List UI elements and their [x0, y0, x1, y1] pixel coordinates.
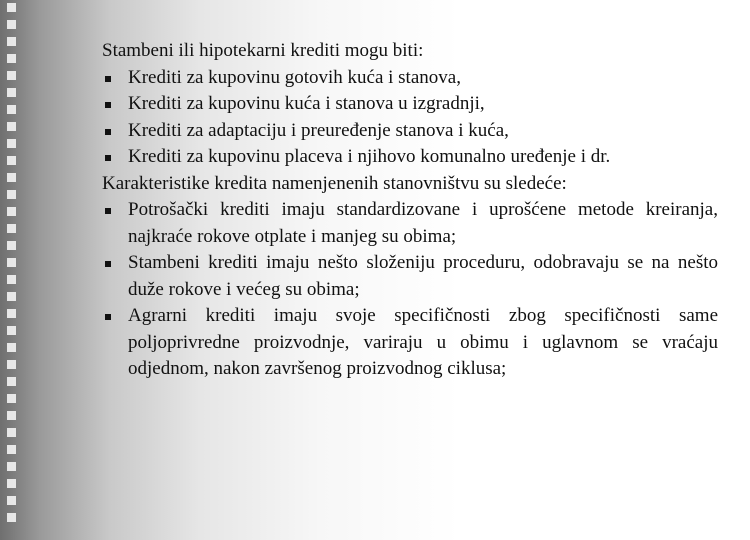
decorative-square — [7, 173, 16, 182]
decorative-square — [7, 105, 16, 114]
decorative-square — [7, 275, 16, 284]
square-bullet-icon — [105, 261, 111, 267]
decorative-square — [7, 445, 16, 454]
decorative-square — [7, 122, 16, 131]
square-bullet-icon — [105, 76, 111, 82]
decorative-square — [7, 156, 16, 165]
decorative-square — [7, 428, 16, 437]
section-heading: Karakteristike kredita namenjenenih stanovništvu su sledeće: — [102, 172, 567, 194]
decorative-square — [7, 377, 16, 386]
decorative-square — [7, 360, 16, 369]
decorative-square — [7, 3, 16, 12]
decorative-square — [7, 513, 16, 522]
decorative-square — [7, 343, 16, 352]
list-item — [102, 303, 718, 383]
list-item — [102, 197, 718, 250]
decorative-square — [7, 479, 16, 488]
decorative-square — [7, 207, 16, 216]
list-item — [102, 65, 718, 92]
decorative-square — [7, 496, 16, 505]
decorative-square — [7, 258, 16, 267]
list-item-text: Krediti za kupovinu gotovih kuća i stanova, — [128, 66, 461, 88]
square-bullet-icon — [105, 155, 111, 161]
decorative-square-strip — [0, 0, 22, 540]
list-item-text: Krediti za adaptaciju i preuređenje stanova i kuća, — [128, 119, 509, 141]
decorative-square — [7, 88, 16, 97]
list-item-text: Potrošački krediti imaju standardizovane i uprošćene metode kreiranja, najkraće rokove otplate i manjeg su obima; — [128, 199, 718, 247]
square-bullet-icon — [105, 314, 111, 320]
list-item-text: Krediti za kupovinu placeva i njihovo komunalno uređenje i dr. — [128, 146, 611, 167]
decorative-square — [7, 54, 16, 63]
decorative-square — [7, 37, 16, 46]
decorative-square — [7, 309, 16, 318]
slide-content — [102, 38, 718, 383]
decorative-square — [7, 292, 16, 301]
decorative-square — [7, 20, 16, 29]
decorative-square — [7, 394, 16, 403]
list-item — [102, 250, 718, 303]
list-item — [102, 118, 718, 145]
intro-line: Stambeni ili hipotekarni krediti mogu biti: — [102, 40, 424, 61]
square-bullet-icon — [105, 208, 111, 214]
list-item-text: Stambeni krediti imaju nešto složeniju proceduru, odobravaju se na nešto duže rokove i većeg su obima; — [128, 252, 718, 300]
decorative-square — [7, 139, 16, 148]
decorative-square — [7, 224, 16, 233]
decorative-square — [7, 411, 16, 420]
square-bullet-icon — [105, 102, 111, 108]
list-item-text: Krediti za kupovinu kuća i stanova u izgradnji, — [128, 93, 485, 114]
list-item-text: Agrarni krediti imaju svoje specifičnosti zbog specifičnosti same poljoprivredne proizvodnje, variraju u obimu i uglavnom se vraćaju odjednom, nakon završenog proizvodnog ciklusa; — [128, 305, 718, 379]
list-item — [102, 144, 718, 171]
decorative-square — [7, 190, 16, 199]
decorative-square — [7, 326, 16, 335]
decorative-square — [7, 462, 16, 471]
square-bullet-icon — [105, 129, 111, 135]
decorative-square — [7, 241, 16, 250]
list-item — [102, 91, 718, 118]
decorative-square — [7, 71, 16, 80]
